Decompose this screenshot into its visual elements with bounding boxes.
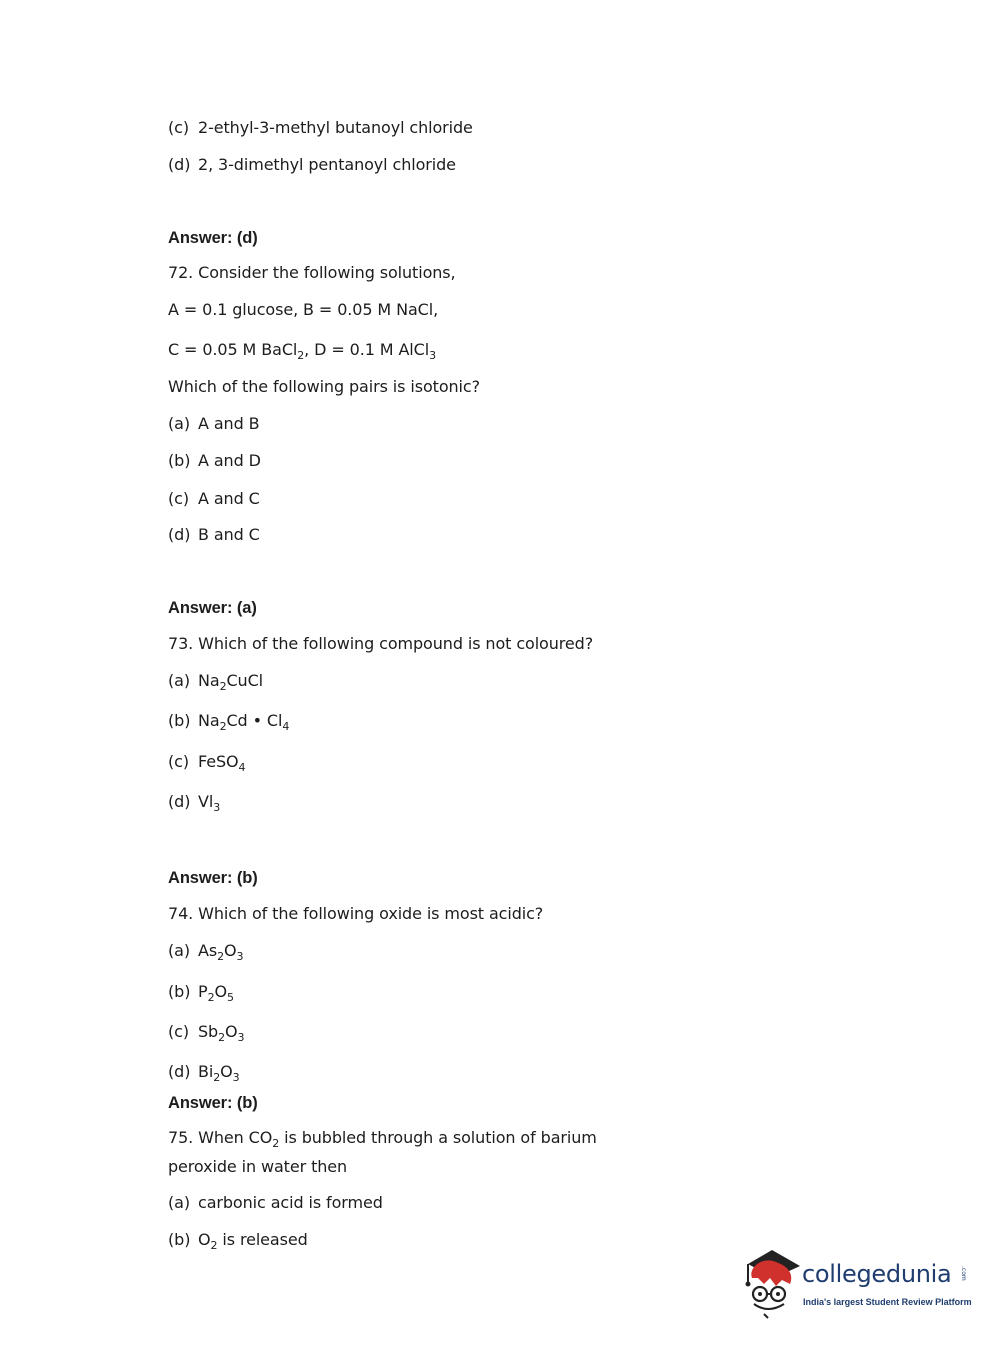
option-73-a: (a) $Na_2CuCl$ <box>168 671 264 693</box>
answer-74: Answer: (b) <box>168 1094 258 1112</box>
question-72: 72. Consider the following solutions, <box>168 263 456 282</box>
logo-domain: .com <box>960 1266 967 1281</box>
question-72-solutions-ab: A = 0.1 glucose, B = 0.05 M NaCl, <box>168 300 439 319</box>
answer-71: Answer: (d) <box>168 229 258 247</box>
option-72-d: (d) B and C <box>168 525 260 544</box>
mascot-icon <box>742 1248 802 1320</box>
answer-72: Answer: (a) <box>168 599 257 617</box>
option-74-a: (a) $As_2O_3$ <box>168 941 244 963</box>
option-72-b: (b) A and D <box>168 451 261 470</box>
option-71-c: (c) 2-ethyl-3-methyl butanoyl chloride <box>168 118 473 137</box>
option-73-c: (c) FeSO$_4$ <box>168 752 246 774</box>
option-74-c: (c) $Sb_2O_3$ <box>168 1022 245 1044</box>
question-72-solutions-cd: C = 0.05 M BaCl$_2$, D = 0.1 M AlCl$_3$ <box>168 340 436 362</box>
option-75-a: (a) carbonic acid is formed <box>168 1193 383 1212</box>
question-75-line-2: peroxide in water then <box>168 1157 348 1176</box>
option-74-b: (b) $P_2O_5$ <box>168 982 234 1004</box>
question-75-line-1: 75. When $CO_2$ is bubbled through a solution of barium <box>168 1128 597 1150</box>
answer-73: Answer: (b) <box>168 869 258 887</box>
option-73-d: (d) $Vl_3$ <box>168 792 221 814</box>
collegedunia-logo <box>742 1248 972 1320</box>
option-74-d: (d) $Bi_2O_3$ <box>168 1062 240 1084</box>
option-72-c: (c) A and C <box>168 489 260 508</box>
logo-tagline: India's largest Student Review Platform <box>803 1297 972 1307</box>
question-74: 74. Which of the following oxide is most acidic? <box>168 904 544 923</box>
question-73: 73. Which of the following compound is not coloured? <box>168 634 594 653</box>
option-75-b: (b) $O_2$ is released <box>168 1230 308 1252</box>
option-72-a: (a) A and B <box>168 414 260 433</box>
logo-name: collegedunia <box>802 1260 952 1288</box>
question-72-prompt: Which of the following pairs is isotonic? <box>168 377 480 396</box>
option-71-d: (d) 2, 3-dimethyl pentanoyl chloride <box>168 155 456 174</box>
option-73-b: (b) $Na_2Cd$ • $Cl_4$ <box>168 711 290 733</box>
